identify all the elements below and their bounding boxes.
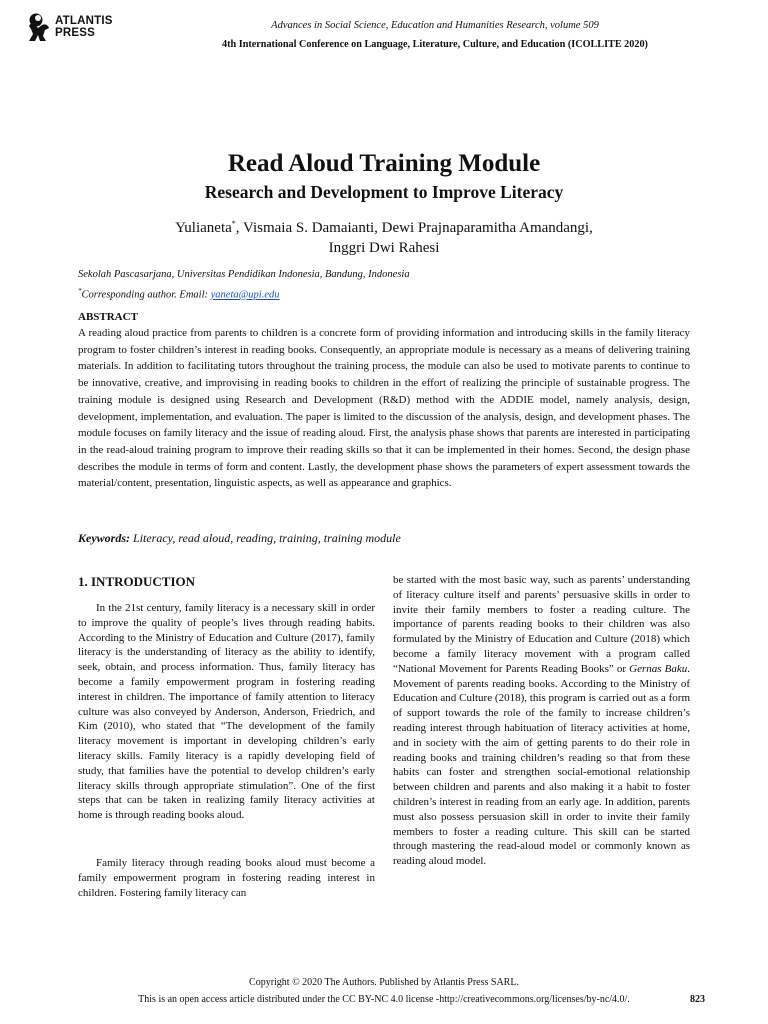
keywords-list: Literacy, read aloud, reading, training, training module	[133, 531, 401, 545]
section-heading-introduction: 1. INTRODUCTION	[78, 574, 196, 589]
license-notice: This is an open access article distributed under the CC BY-NC 4.0 license -http://creativecommons.org/licenses/by-nc/4.0/.	[138, 994, 630, 1005]
email-link[interactable]: yaneta@upi.edu	[210, 289, 280, 301]
affiliation: Sekolah Pascasarjana, Universitas Pendidikan Indonesia, Bandung, Indonesia	[78, 269, 410, 280]
authors-line-1: Yulianeta*, Vismaia S. Damaianti, Dewi Prajnaparamitha Amandangi,	[175, 219, 593, 236]
keywords	[78, 531, 401, 546]
corresponding-author: *Corresponding author. Email: yaneta@upi.edu	[78, 287, 280, 301]
intro-paragraph-2: Family literacy through reading books aloud must become a family empowerment program in fostering reading interest in children. Fostering family literacy can	[78, 857, 375, 899]
affiliation-block	[78, 267, 410, 304]
authors-line-2: Inggri Dwi Rahesi	[328, 240, 440, 256]
intro-right-column: be started with the most basic way, such as parents’ understanding of literacy culture itself and parents’ persuasive skills in order to invite their family members to foster a reading culture. The importance of parents reading books to their children was also formulated by the Ministry of Education and Culture (2018) which become a family literacy movement with a program called “National Movement for Parents Reading Books” or Gernas Baku. Movement of parents reading books. According to the Ministry of Education and Culture (2018), this program is carried out as a form of support towards the role of the family to increase children’s reading interest through habituation of literacy activities at home, and in society with the aim of getting parents to do their role in reading books and training children’s reading so that from these habits can foster and strengthen social-emotional relationship between children and parents and also making it a habit to foster children’s interest in reading from an early age. In addition, parents must also possess persuasion skill in order to invite their family members to foster a reading culture. This skill can be started through mastering the read-aloud model or commonly known as reading aloud model.	[393, 574, 690, 868]
logo-text: ATLANTIS PRESS	[55, 15, 113, 39]
journal-name: Advances in Social Science, Education and Humanities Research, volume 509	[271, 20, 599, 31]
abstract-text: A reading aloud practice from parents to children is a concrete form of providing information and introducing skills in the family literacy program to foster children’s interest in reading books. Consequently, an appropriate module is necessary as a means of delivering training materials. In addition to facilitating tutors throughout the training process, the module can also be used to motivate parents to continue to be innovative, creative, and improvising in reading books to children in the effort of realizing the principle of sustainable progress. The training module is designed using Research and Development (R&D) method with the ADDIE model, namely analysis, design, development, implementation, and evaluation. The paper is limited to the discussion of the analysis, design, and development phases. The module focuses on family literacy and the issue of reading aloud. First, the analysis phase shows that parents are interested in participating in the read-aloud training program to improve their reading skills so that it can be implemented in their homes. Second, the design phase describes the module in terms of form and content. Lastly, the development phase shows the parameters of expert assessment towards the material/content, presentation, linguistic aspects, as well as appearance and graphics.	[78, 327, 690, 490]
atlas-figure-icon	[25, 12, 53, 42]
copyright-notice: Copyright © 2020 The Authors. Published by Atlantis Press SARL.	[249, 977, 519, 988]
authors	[80, 214, 688, 258]
page-number: 823	[690, 994, 705, 1005]
conference-name: 4th International Conference on Language, Literature, Culture, and Education (ICOLLITE 2020)	[222, 39, 648, 50]
keywords-label: Keywords:	[78, 531, 130, 545]
abstract-heading: ABSTRACT	[78, 311, 138, 323]
paper-title: Read Aloud Training Module	[227, 150, 541, 177]
paper-subtitle: Research and Development to Improve Literacy	[204, 182, 564, 202]
atlantis-press-logo	[25, 12, 125, 44]
intro-paragraph-1: In the 21st century, family literacy is a necessary skill in order to improve the quality of people’s lives through reading habits. According to the Ministry of Education and Culture (2017), family literacy is the understanding of literacy as the ability to identify, seek, obtain, and process information. Thus, family literacy has become a family empowerment program in fostering reading interest in children. The importance of family attention to literacy culture was also conveyed by Anderson, Anderson, Friedrich, and Kim (2010), who stated that “The development of the family literacy movement is important in developing children’s early literacy skills. Family literacy is a rapidly developing field of study, that families have the potential to develop children’s early literacy skills through appropriate stimulation”. One of the first steps that can be taken in realizing family literacy activities at home is through reading books aloud.	[78, 602, 375, 822]
